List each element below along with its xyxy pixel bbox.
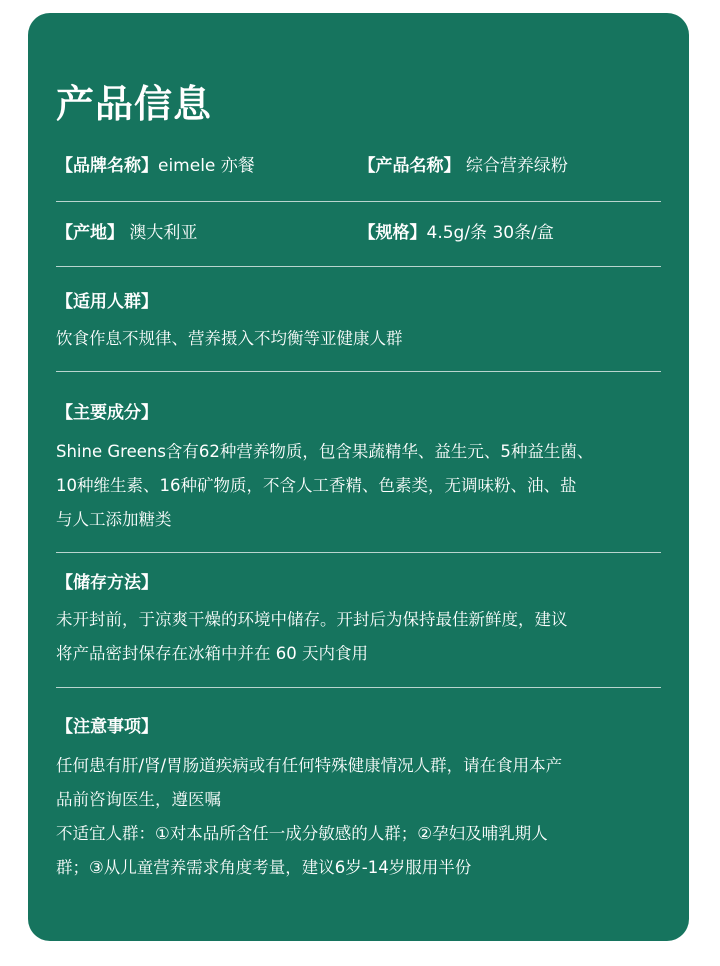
audience-text [56, 322, 661, 356]
audience-line: 饮食作息不规律、营养摄入不均衡等亚健康人群 [56, 329, 403, 348]
notes-label: 【注意事项】 [56, 717, 158, 737]
product-name-field [359, 154, 662, 178]
divider [56, 266, 661, 267]
audience-label: 【适用人群】 [56, 292, 158, 312]
ingredients-section [56, 401, 661, 537]
storage-section [56, 571, 661, 671]
storage-text [56, 603, 661, 671]
ingredients-line: 10种维生素、16种矿物质，不含人工香精、色素类，无调味粉、油、盐 [56, 476, 577, 495]
ingredients-text [56, 435, 661, 537]
product-name-label: 【产品名称】 [358, 156, 461, 176]
notes-section [56, 715, 661, 885]
storage-label: 【储存方法】 [56, 573, 158, 593]
brand-value: eimele 亦餐 [158, 156, 255, 176]
audience-section [56, 290, 661, 356]
ingredients-label: 【主要成分】 [56, 403, 158, 423]
origin-value: 澳大利亚 [124, 223, 198, 243]
storage-line: 将产品密封保存在冰箱中并在 60 天内食用 [56, 644, 368, 663]
divider [56, 687, 661, 688]
product-info-card [28, 13, 689, 941]
divider [56, 371, 661, 372]
notes-line: 不适宜人群：①对本品所含任一成分敏感的人群；②孕妇及哺乳期人 [56, 824, 548, 843]
divider [56, 552, 661, 553]
divider [56, 201, 661, 202]
notes-line: 品前咨询医生，遵医嘱 [56, 790, 221, 809]
ingredients-line: 与人工添加糖类 [56, 510, 172, 529]
product-name-value: 综合营养绿粉 [460, 156, 568, 176]
spec-value: 4.5g/条 30条/盒 [426, 223, 554, 243]
storage-line: 未开封前，于凉爽干燥的环境中储存。开封后为保持最佳新鲜度，建议 [56, 610, 568, 629]
notes-line: 任何患有肝/肾/胃肠道疾病或有任何特殊健康情况人群，请在食用本产 [56, 756, 563, 775]
notes-line: 群；③从儿童营养需求角度考量，建议6岁-14岁服用半份 [56, 858, 472, 877]
origin-field [56, 221, 359, 245]
brand-product-row [56, 154, 661, 178]
brand-field [56, 154, 359, 178]
brand-label: 【品牌名称】 [56, 156, 158, 176]
ingredients-line: Shine Greens含有62种营养物质，包含果蔬精华、益生元、5种益生菌、 [56, 442, 594, 461]
origin-spec-row [56, 221, 661, 245]
spec-label: 【规格】 [358, 223, 427, 243]
spec-field [359, 221, 662, 245]
origin-label: 【产地】 [56, 223, 124, 243]
page-title: 产品信息 [56, 82, 213, 126]
notes-text [56, 749, 661, 885]
